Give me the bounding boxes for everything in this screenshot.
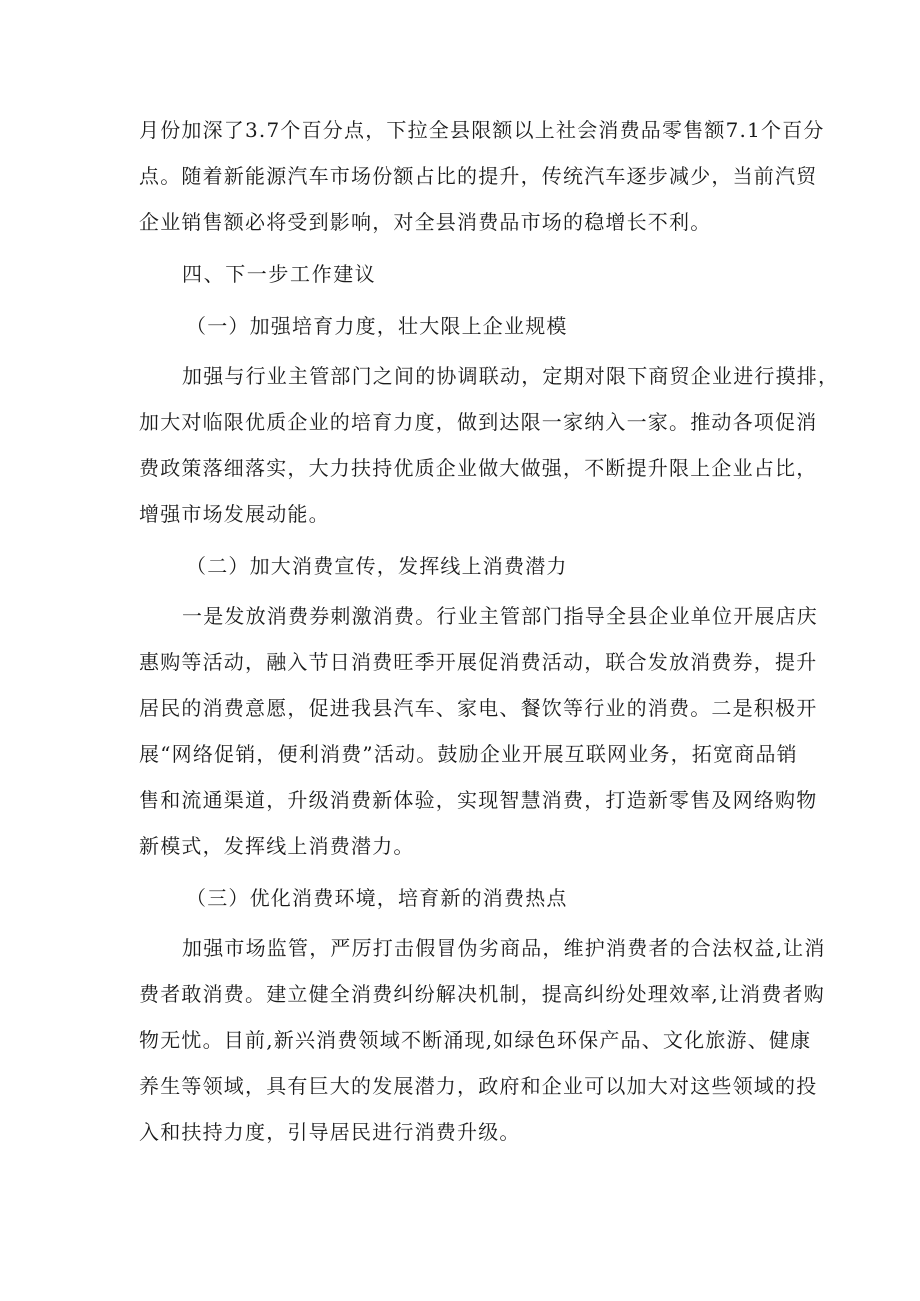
- paragraph-line: 新模式，发挥线上消费潜力。: [139, 834, 415, 858]
- paragraph-line: 加强市场监管，严厉打击假冒伪劣商品，维护消费者的合法权益,让消: [182, 936, 826, 960]
- subsection-heading: （一）加强培育力度，壮大限上企业规模: [186, 314, 568, 338]
- paragraph-line: 企业销售额必将受到影响，对全县消费品市场的稳增长不利。: [139, 210, 712, 234]
- subsection-heading: （二）加大消费宣传，发挥线上消费潜力: [186, 554, 568, 578]
- paragraph-line: 费者敢消费。建立健全消费纠纷解决机制，提高纠纷处理效率,让消费者购: [139, 982, 825, 1006]
- section-heading: 四、下一步工作建议: [182, 262, 377, 286]
- paragraph-line: 物无忧。目前,新兴消费领域不断涌现,如绿色环保产品、文化旅游、健康: [139, 1028, 812, 1052]
- paragraph-line: 加大对临限优质企业的培育力度，做到达限一家纳入一家。推动各项促消: [139, 410, 818, 434]
- paragraph-line: 售和流通渠道，升级消费新体验，实现智慧消费，打造新零售及网络购物: [139, 788, 818, 812]
- paragraph-line: 一是发放消费券刺激消费。行业主管部门指导全县企业单位开展店庆: [182, 604, 818, 628]
- paragraph-line: 养生等领域，具有巨大的发展潜力，政府和企业可以加大对这些领域的投: [139, 1074, 818, 1098]
- paragraph-line: 费政策落细落实，大力扶持优质企业做大做强，不断提升限上企业占比，: [139, 456, 818, 480]
- paragraph-line: 展“网络促销，便利消费”活动。鼓励企业开展互联网业务，拓宽商品销: [139, 742, 798, 766]
- paragraph-line: 惠购等活动，融入节日消费旺季开展促消费活动，联合发放消费券，提升: [139, 650, 818, 674]
- paragraph-line: 增强市场发展动能。: [139, 502, 330, 526]
- paragraph-line: 居民的消费意愿，促进我县汽车、家电、餐饮等行业的消费。二是积极开: [139, 696, 818, 720]
- paragraph-line: 加强与行业主管部门之间的协调联动，定期对限下商贸企业进行摸排，: [182, 364, 840, 388]
- paragraph-line: 月份加深了3.7个百分点，下拉全县限额以上社会消费品零售额7.1个百分: [139, 118, 825, 142]
- paragraph-line: 入和扶持力度，引导居民进行消费升级。: [139, 1120, 521, 1144]
- subsection-heading: （三）优化消费环境，培育新的消费热点: [186, 886, 568, 910]
- paragraph-line: 点。随着新能源汽车市场份额占比的提升，传统汽车逐步减少，当前汽贸: [139, 164, 818, 188]
